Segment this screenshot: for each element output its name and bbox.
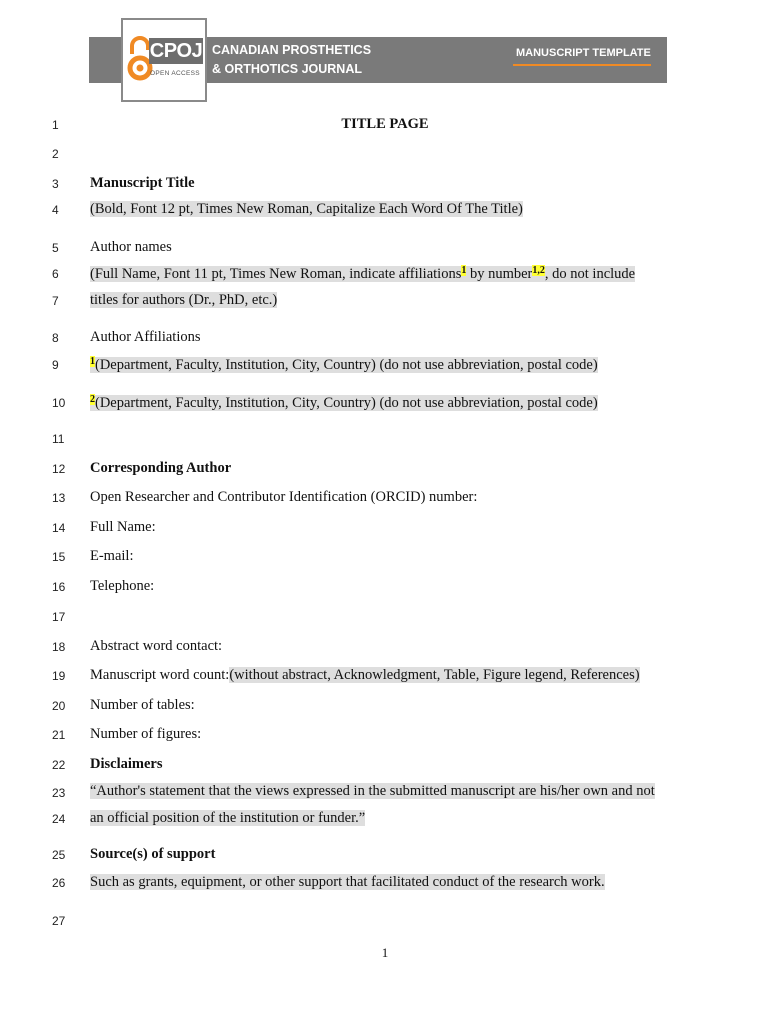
line-number: 20 [52, 699, 66, 713]
line-number: 8 [52, 331, 59, 345]
template-label: MANUSCRIPT TEMPLATE [516, 47, 651, 59]
number-of-figures: Number of figures: [90, 726, 202, 742]
open-access-label: OPEN ACCESS [150, 70, 200, 77]
superscript-marker: 1 [461, 265, 467, 276]
template-underline [513, 64, 651, 66]
manuscript-title-instruction-text: (Bold, Font 12 pt, Times New Roman, Capitalize Each Word Of The Title) [90, 201, 523, 217]
disclaimer-line2-text: an official position of the institution or funder.” [90, 810, 366, 826]
line-number: 7 [52, 294, 59, 308]
manuscript-title-heading: Manuscript Title [90, 175, 195, 191]
line-number: 22 [52, 758, 66, 772]
line-number: 15 [52, 550, 66, 564]
author-names-heading: Author names [90, 239, 172, 255]
line-number: 17 [52, 610, 66, 624]
telephone-field: Telephone: [90, 578, 155, 594]
line-number: 26 [52, 876, 66, 890]
number-of-tables: Number of tables: [90, 697, 195, 713]
orcid-field: Open Researcher and Contributor Identification (ORCID) number: [90, 489, 478, 505]
line-number: 6 [52, 267, 59, 281]
line-number: 3 [52, 177, 59, 191]
superscript-marker: 1,2 [532, 265, 545, 276]
abstract-word-count: Abstract word contact: [90, 638, 223, 654]
author-names-instruction [90, 265, 635, 283]
line-number: 16 [52, 580, 66, 594]
line-number: 12 [52, 462, 66, 476]
affiliation-text: (Department, Faculty, Institution, City, Country) (do not use abbreviation, postal code) [95, 357, 598, 373]
email-field: E-mail: [90, 548, 134, 564]
support-heading: Source(s) of support [90, 846, 216, 862]
line-number: 13 [52, 491, 66, 505]
author-instruction-b: by number [466, 266, 533, 282]
line-number: 19 [52, 669, 66, 683]
disclaimer-line [90, 810, 365, 827]
journal-name-line2: & ORTHOTICS JOURNAL [212, 62, 362, 76]
superscript-marker: 1 [90, 356, 95, 367]
corresponding-author-heading: Corresponding Author [90, 460, 232, 476]
line-number: 9 [52, 358, 59, 372]
line-number: 2 [52, 147, 59, 161]
line-number: 1 [52, 118, 59, 132]
affiliation-text: (Department, Faculty, Institution, City, Country) (do not use abbreviation, postal code) [95, 395, 598, 411]
superscript-marker: 2 [90, 394, 95, 405]
manuscript-word-count-note: (without abstract, Acknowledgment, Table, Figure legend, References) [229, 667, 640, 683]
manuscript-title-instruction [90, 201, 523, 218]
line-number: 11 [52, 432, 65, 446]
logo-text: CPOJ [149, 40, 203, 62]
affiliations-heading: Author Affiliations [90, 329, 201, 345]
page-title: TITLE PAGE [341, 116, 429, 132]
support-text [90, 874, 605, 891]
journal-name-line1: CANADIAN PROSTHETICS [212, 43, 372, 57]
line-number: 10 [52, 396, 66, 410]
line-number: 18 [52, 640, 66, 654]
manuscript-word-count-label: Manuscript word count: [90, 667, 230, 683]
manuscript-word-count [90, 667, 640, 684]
journal-name [212, 41, 371, 79]
author-names-instruction-line2 [90, 292, 277, 309]
line-number: 4 [52, 203, 59, 217]
disclaimer-line [90, 783, 655, 800]
disclaimers-heading: Disclaimers [90, 756, 163, 772]
line-number: 14 [52, 521, 66, 535]
author-instruction-line2-text: titles for authors (Dr., PhD, etc.) [90, 292, 278, 308]
line-number: 27 [52, 914, 66, 928]
line-number: 5 [52, 241, 59, 255]
disclaimer-line1-text: “Author's statement that the views expressed in the submitted manuscript are his/her own and not [90, 783, 655, 799]
support-text-content: Such as grants, equipment, or other support that facilitated conduct of the research work. [90, 874, 605, 890]
author-instruction-a: (Full Name, Font 11 pt, Times New Roman, indicate affiliations [90, 266, 462, 282]
journal-logo [121, 18, 207, 102]
line-number: 23 [52, 786, 66, 800]
line-number: 24 [52, 812, 66, 826]
line-number: 25 [52, 848, 66, 862]
page-number: 1 [381, 945, 389, 960]
full-name-field: Full Name: [90, 519, 156, 535]
line-number: 21 [52, 728, 66, 742]
affiliation-item [90, 394, 598, 412]
author-instruction-c: , do not include [544, 266, 636, 282]
affiliation-item [90, 356, 598, 374]
